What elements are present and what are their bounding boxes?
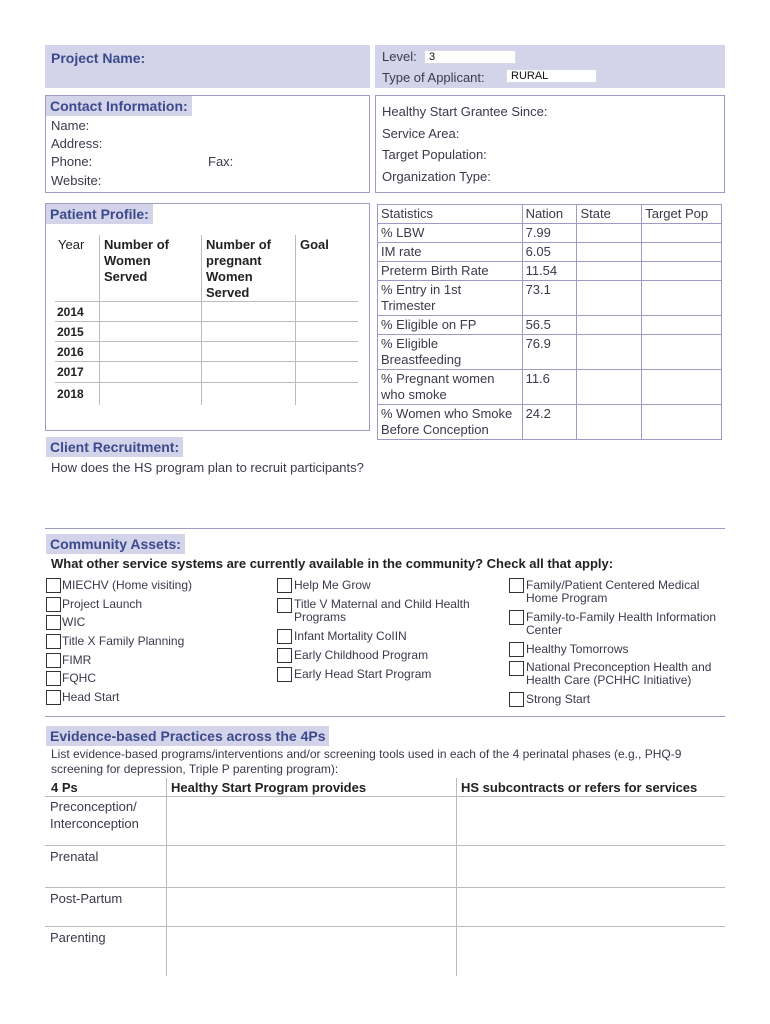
applicant-type-label: Type of Applicant: [382,70,485,85]
checkbox-label: WIC [62,615,86,629]
checkbox-label: National Preconception Health and Health Care (PCHHC Initiative) [526,660,712,687]
profile-year: 2014 [57,305,84,319]
contact-phone-label[interactable]: Phone: [51,154,93,169]
profile-col-divider [99,235,100,405]
evidence-title: Evidence-based Practices across the 4Ps [46,726,329,746]
checkbox-project-launch[interactable] [46,597,61,612]
contact-info-title: Contact Information: [46,96,192,116]
stats-nation: 73.1 [522,281,577,316]
target-population-label[interactable]: Target Population: [382,147,487,162]
checkbox-early-head-start[interactable] [277,667,292,682]
stats-header-row [378,205,722,224]
checkbox-wic[interactable] [46,615,61,630]
profile-row-divider [55,321,358,322]
checkbox-label: Family/Patient Centered Medical Home Program [526,578,700,605]
profile-year: 2016 [57,345,84,359]
stats-row [378,243,722,262]
checkbox-label: Healthy Tomorrows [526,642,629,656]
stats-state-cell[interactable] [577,335,642,370]
checkbox-label: Help Me Grow [294,578,371,592]
grantee-since-label[interactable]: Healthy Start Grantee Since: [382,104,548,119]
client-recruitment-title: Client Recruitment: [46,437,183,457]
organization-type-label[interactable]: Organization Type: [382,169,491,184]
profile-row-divider [55,382,358,383]
checkbox-help-me-grow[interactable] [277,578,292,593]
stats-row [378,316,722,335]
profile-col-divider [295,235,296,405]
service-area-label[interactable]: Service Area: [382,126,460,141]
stats-label: % Women who Smoke Before Conception [378,405,523,440]
evidence-instructions: List evidence-based programs/interventions and/or screening tools used in each of the 4 perinatal phases (e.g., PHQ-9 screening for depression, Triple P parenting program): [51,747,682,776]
community-assets-title: Community Assets: [46,534,185,554]
checkbox-label: Infant Mortality CoIIN [294,629,407,643]
stats-nation: 56.5 [522,316,577,335]
stats-target-cell[interactable] [642,316,722,335]
stats-target-cell[interactable] [642,335,722,370]
stats-label: % Eligible Breastfeeding [378,335,523,370]
checkbox-label: Title X Family Planning [62,634,185,648]
checkbox-medical-home[interactable] [509,578,524,593]
checkbox-title-v[interactable] [277,598,292,613]
stats-target-cell[interactable] [642,281,722,316]
stats-header: State [577,205,642,224]
evidence-row-divider [45,845,725,846]
stats-state-cell[interactable] [577,262,642,281]
stats-row [378,405,722,440]
checkbox-label: Early Childhood Program [294,648,429,662]
checkbox-infant-mortality[interactable] [277,629,292,644]
stats-nation: 6.05 [522,243,577,262]
stats-state-cell[interactable] [577,316,642,335]
stats-header: Statistics [378,205,523,224]
checkbox-label: Head Start [62,690,120,704]
stats-nation: 24.2 [522,405,577,440]
checkbox-label: Strong Start [526,692,591,706]
checkbox-family-to-family[interactable] [509,610,524,625]
applicant-type-input[interactable]: RURAL [506,69,597,83]
community-divider [45,716,725,717]
community-question: What other service systems are currently available in the community? Check all that apply: [51,556,614,571]
stats-label: % Pregnant women who smoke [378,370,523,405]
stats-row [378,335,722,370]
stats-row [378,281,722,316]
stats-state-cell[interactable] [577,243,642,262]
recruitment-question: How does the HS program plan to recruit participants? [51,460,364,475]
stats-nation: 11.54 [522,262,577,281]
stats-target-cell[interactable] [642,224,722,243]
profile-header-year: Year [58,237,85,252]
stats-label: % LBW [378,224,523,243]
evidence-header-subcontracts: HS subcontracts or refers for services [461,780,698,795]
stats-row [378,224,722,243]
checkbox-label: Early Head Start Program [294,667,432,681]
contact-address-label[interactable]: Address: [51,136,103,151]
phase-label: Prenatal [50,849,99,864]
stats-state-cell[interactable] [577,370,642,405]
stats-header: Target Pop [642,205,722,224]
checkbox-label: FQHC [62,671,96,685]
profile-row-divider [55,301,358,302]
evidence-row-divider [45,887,725,888]
stats-nation: 76.9 [522,335,577,370]
stats-state-cell[interactable] [577,405,642,440]
statistics-table [377,204,722,440]
evidence-col-divider [456,778,457,976]
checkbox-early-childhood[interactable] [277,648,292,663]
profile-year: 2018 [57,387,84,401]
evidence-header-4ps: 4 Ps [51,780,78,795]
stats-row [378,370,722,405]
checkbox-strong-start[interactable] [509,692,524,707]
evidence-header-hs-provides: Healthy Start Program provides [171,780,367,795]
level-input[interactable]: 3 [424,50,516,64]
stats-target-cell[interactable] [642,243,722,262]
profile-year: 2015 [57,325,84,339]
stats-row [378,262,722,281]
profile-row-divider [55,361,358,362]
stats-target-cell[interactable] [642,262,722,281]
contact-website-label[interactable]: Website: [51,173,102,188]
checkbox-head-start[interactable] [46,690,61,705]
checkbox-fqhc[interactable] [46,671,61,686]
stats-nation: 11.6 [522,370,577,405]
phase-label: Post-Partum [50,891,123,906]
stats-label: Preterm Birth Rate [378,262,523,281]
profile-header-pregnant-served: Number of pregnant Women Served [206,237,271,300]
checkbox-miechv[interactable] [46,578,61,593]
profile-header-women-served: Number of Women Served [104,237,169,284]
checkbox-healthy-tomorrows[interactable] [509,642,524,657]
project-name-label: Project Name: [51,50,146,66]
checkbox-pchhc[interactable] [509,661,524,676]
profile-header-goal: Goal [300,237,329,252]
patient-profile-title: Patient Profile: [46,204,153,224]
checkbox-label: FIMR [62,653,92,667]
checkbox-label: Project Launch [62,597,143,611]
contact-fax-label[interactable]: Fax: [208,154,234,169]
stats-nation: 7.99 [522,224,577,243]
checkbox-label: Title V Maternal and Child Health Programs [294,597,470,624]
phase-label: Parenting [50,930,106,945]
checkbox-label: MIECHV (Home visiting) [62,578,193,592]
checkbox-label: Family-to-Family Health Information Center [526,610,717,637]
level-label: Level: [382,49,417,64]
stats-label: % Entry in 1st Trimester [378,281,523,316]
stats-target-cell[interactable] [642,370,722,405]
stats-target-cell[interactable] [642,405,722,440]
stats-state-cell[interactable] [577,281,642,316]
evidence-row-divider [45,926,725,927]
phase-label: Preconception/ Interconception [50,799,139,831]
profile-row-divider [55,341,358,342]
checkbox-title-x[interactable] [46,634,61,649]
contact-name-label[interactable]: Name: [51,118,90,133]
checkbox-fimr[interactable] [46,653,61,668]
recruitment-divider [45,528,725,529]
stats-state-cell[interactable] [577,224,642,243]
profile-col-divider [201,235,202,405]
evidence-col-divider [166,778,167,976]
stats-header: Nation [522,205,577,224]
stats-label: % Eligible on FP [378,316,523,335]
stats-label: IM rate [378,243,523,262]
evidence-row-divider [45,796,725,797]
profile-year: 2017 [57,365,84,379]
